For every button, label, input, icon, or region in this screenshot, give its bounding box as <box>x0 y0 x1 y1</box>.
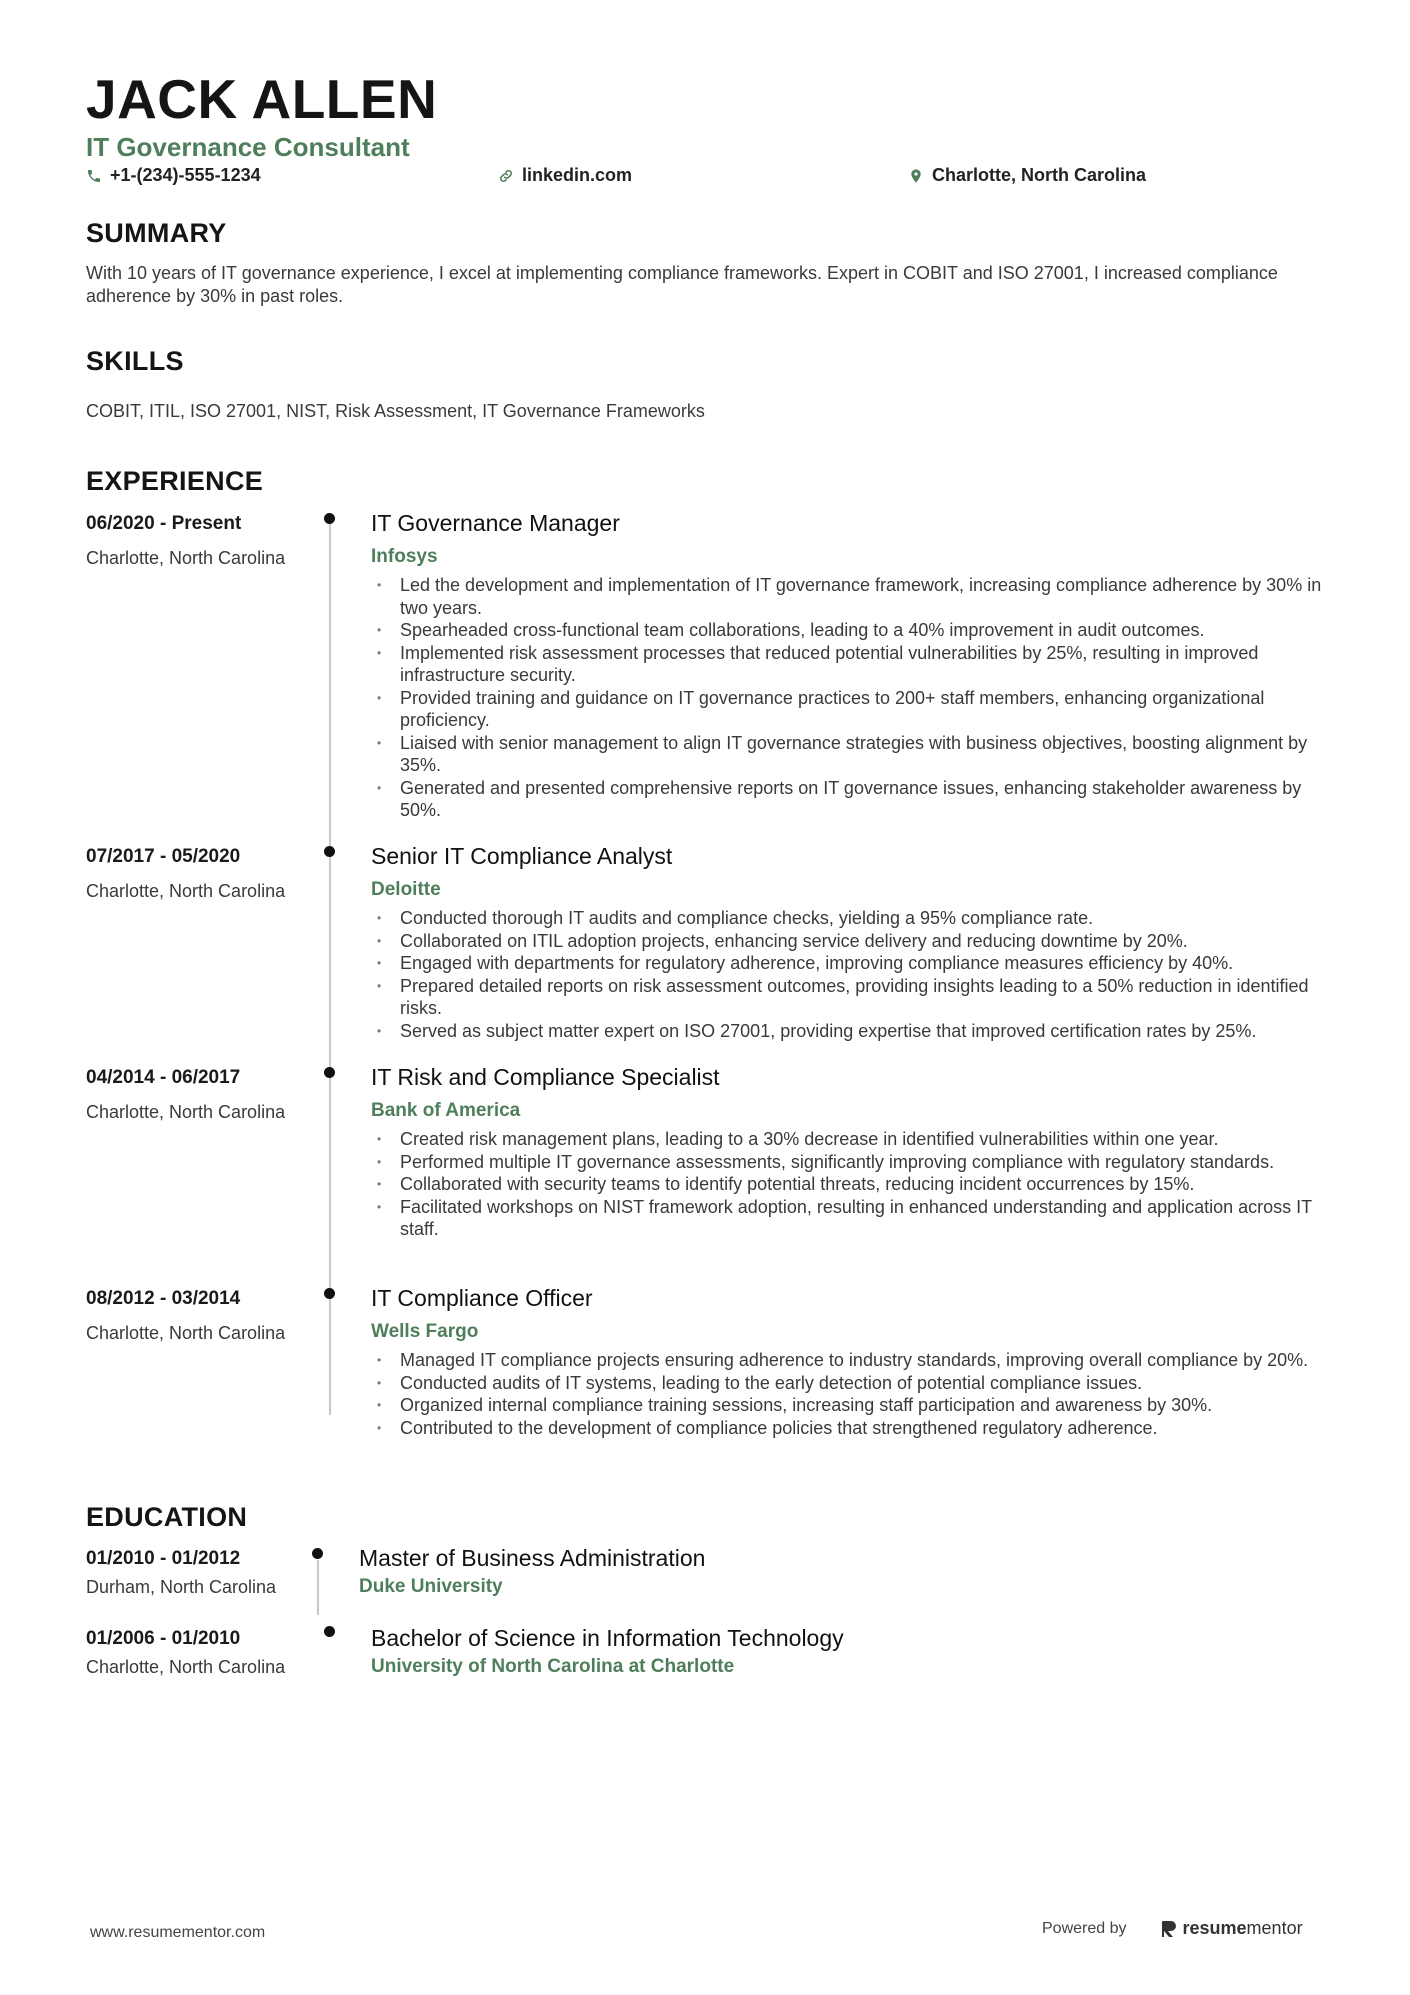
powered-by-label: Powered by <box>1042 1919 1127 1937</box>
location-pin-icon <box>908 168 924 184</box>
education-date: 01/2006 - 01/2010 <box>86 1628 241 1649</box>
education-location: Durham, North Carolina <box>86 1577 277 1597</box>
contact-bar <box>86 165 1186 189</box>
resumementor-logo-icon <box>1161 1920 1177 1938</box>
job-location: Charlotte, North Carolina <box>86 881 286 901</box>
contact-phone <box>86 165 261 186</box>
job-location: Charlotte, North Carolina <box>86 548 286 568</box>
timeline-dot <box>324 1067 335 1078</box>
job-title: IT Compliance Officer <box>371 1285 593 1311</box>
job-title: IT Governance Manager <box>371 510 620 536</box>
timeline-dot <box>312 1548 323 1559</box>
education-school: University of North Carolina at Charlotte <box>371 1656 735 1677</box>
education-date: 01/2010 - 01/2012 <box>86 1548 241 1569</box>
job-bullet: • Managed IT compliance projects ensuring adherence to industry standards, improving overall compliance by 20%. <box>371 1349 1331 1372</box>
job-bullets <box>371 574 1331 822</box>
job-bullets <box>371 1349 1331 1439</box>
job-bullet: • Led the development and implementation of IT governance framework, increasing compliance adherence by 30% in two years. <box>371 574 1331 619</box>
job-company: Wells Fargo <box>371 1321 479 1342</box>
job-bullet: • Liaised with senior management to align IT governance strategies with business objectives, boosting alignment by 35%. <box>371 732 1331 777</box>
job-bullet: • Engaged with departments for regulatory adherence, improving compliance measures efficiency by 40%. <box>371 952 1331 975</box>
job-date: 06/2020 - Present <box>86 513 242 534</box>
education-school: Duke University <box>359 1576 503 1597</box>
job-bullet: • Prepared detailed reports on risk assessment outcomes, providing insights leading to a 50% reduction in identified risks. <box>371 975 1331 1020</box>
candidate-name: JACK ALLEN <box>86 68 438 130</box>
job-bullets <box>371 907 1331 1042</box>
job-bullet: • Performed multiple IT governance assessments, significantly improving compliance with regulatory standards. <box>371 1151 1331 1174</box>
timeline-dot <box>324 1626 335 1637</box>
job-company: Deloitte <box>371 879 441 900</box>
job-location: Charlotte, North Carolina <box>86 1323 286 1343</box>
skills-heading: SKILLS <box>86 346 184 376</box>
location-text: Charlotte, North Carolina <box>932 165 1147 185</box>
brand-light: mentor <box>1246 1918 1303 1938</box>
brand-logo[interactable] <box>1161 1918 1303 1939</box>
job-bullet: • Conducted audits of IT systems, leading to the early detection of potential compliance issues. <box>371 1372 1331 1395</box>
job-bullet: • Served as subject matter expert on ISO 27001, providing expertise that improved certification rates by 25%. <box>371 1020 1331 1043</box>
job-title: Senior IT Compliance Analyst <box>371 843 673 869</box>
job-bullet: • Spearheaded cross-functional team collaborations, leading to a 40% improvement in audit outcomes. <box>371 619 1331 642</box>
job-bullet: • Contributed to the development of compliance policies that strengthened regulatory adherence. <box>371 1417 1331 1440</box>
job-bullet: • Implemented risk assessment processes that reduced potential vulnerabilities by 25%, resulting in improved infrastructure security. <box>371 642 1331 687</box>
job-company: Infosys <box>371 546 438 567</box>
job-bullet: • Organized internal compliance training sessions, increasing staff participation and awareness by 30%. <box>371 1394 1331 1417</box>
job-bullet: • Conducted thorough IT audits and compliance checks, yielding a 95% compliance rate. <box>371 907 1331 930</box>
link-icon <box>498 168 514 184</box>
contact-linkedin[interactable] <box>498 165 632 186</box>
job-date: 04/2014 - 06/2017 <box>86 1067 241 1088</box>
job-company: Bank of America <box>371 1100 521 1121</box>
job-date: 08/2012 - 03/2014 <box>86 1288 241 1309</box>
timeline-dot <box>324 1288 335 1299</box>
job-bullet: • Provided training and guidance on IT governance practices to 200+ staff members, enhancing organizational proficiency. <box>371 687 1331 732</box>
phone-icon <box>86 168 102 184</box>
timeline-dot <box>324 513 335 524</box>
brand-bold: resume <box>1182 1918 1247 1938</box>
job-location: Charlotte, North Carolina <box>86 1102 286 1122</box>
timeline-dot <box>324 846 335 857</box>
summary-heading: SUMMARY <box>86 218 227 248</box>
phone-text: +1-(234)-555-1234 <box>110 165 261 185</box>
experience-heading: EXPERIENCE <box>86 466 264 496</box>
job-bullet: • Collaborated on ITIL adoption projects, enhancing service delivery and reducing downtime by 20%. <box>371 930 1331 953</box>
contact-location <box>908 165 1146 186</box>
education-heading: EDUCATION <box>86 1502 248 1532</box>
education-location: Charlotte, North Carolina <box>86 1657 286 1677</box>
education-degree: Master of Business Administration <box>359 1545 706 1571</box>
linkedin-text[interactable]: linkedin.com <box>522 165 633 185</box>
skills-text: COBIT, ITIL, ISO 27001, NIST, Risk Assessment, IT Governance Frameworks <box>86 401 705 421</box>
summary-text: With 10 years of IT governance experience, I excel at implementing compliance frameworks. Expert in COBIT and ISO 27001, I increased compliance adherence by 30% in past roles. <box>86 263 1278 306</box>
footer-powered-by <box>1042 1918 1303 1939</box>
job-bullet: • Generated and presented comprehensive reports on IT governance issues, enhancing stakeholder awareness by 50%. <box>371 777 1331 822</box>
footer-website[interactable]: www.resumementor.com <box>90 1924 266 1941</box>
job-title: IT Risk and Compliance Specialist <box>371 1064 720 1090</box>
job-bullets <box>371 1128 1331 1241</box>
experience-timeline-line <box>329 520 331 1415</box>
education-degree: Bachelor of Science in Information Technology <box>371 1625 844 1651</box>
job-bullet: • Collaborated with security teams to identify potential threats, reducing incident occurrences by 15%. <box>371 1173 1331 1196</box>
education-timeline-line <box>317 1560 319 1615</box>
job-bullet: • Created risk management plans, leading to a 30% decrease in identified vulnerabilities within one year. <box>371 1128 1331 1151</box>
job-date: 07/2017 - 05/2020 <box>86 846 241 867</box>
candidate-role: IT Governance Consultant <box>86 132 410 162</box>
job-bullet: • Facilitated workshops on NIST framework adoption, resulting in enhanced understanding and application across IT staff. <box>371 1196 1331 1241</box>
